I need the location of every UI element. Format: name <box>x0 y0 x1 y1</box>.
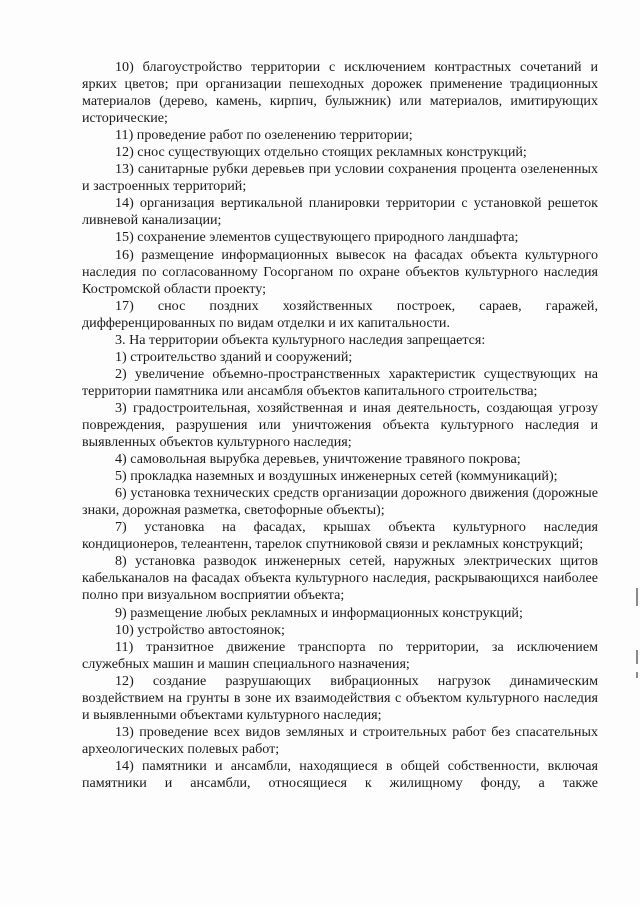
paragraph-item-10-landscaping: 10) благоустройство территории с исключением контрастных сочетаний и ярких цветов; при организации пешеходных дорожек применение традиционных материалов (дерево, камень, кирпич, булыжник) или материалов, имитирующих исторические; <box>82 59 598 127</box>
scan-edge-mark <box>636 672 638 678</box>
prohibited-item-2: 2) увеличение объемно-пространственных характеристик существующих на территории памятника или ансамбля объектов капитального строительства; <box>82 365 598 399</box>
paragraph-item-11-greening: 11) проведение работ по озеленению территории; <box>115 127 413 144</box>
prohibited-item-10: 10) устройство автостоянок; <box>115 621 285 638</box>
prohibited-item-12: 12) создание разрушающих вибрационных нагрузок динамическим воздействием на грунты в зоне их взаимодействия с объектом культурного наследия и выявленными объектами культурного наследия; <box>82 672 598 723</box>
paragraph-item-17-demolition: 17) снос поздних хозяйственных построек, сараев, гаражей, дифференцированных по видам отделки и их капитальности. <box>82 297 598 331</box>
paragraph-item-15-landscape: 15) сохранение элементов существующего природного ландшафта; <box>115 229 519 246</box>
prohibited-item-5: 5) прокладка наземных и воздушных инженерных сетей (коммуникаций); <box>115 468 558 485</box>
prohibited-item-4: 4) самовольная вырубка деревьев, уничтожение травяного покрова; <box>115 451 521 468</box>
prohibited-item-8: 8) установка разводок инженерных сетей, наружных электрических щитов кабельканалов на фасадах объекта культурного наследия, раскрывающихся наиболее полно при визуальном восприятии объекта; <box>82 553 598 604</box>
prohibited-item-3: 3) градостроительная, хозяйственная и иная деятельность, создающая угрозу повреждения, разрушения или уничтожения объекта культурного наследия и выявленных объектов культурного наследия; <box>82 399 598 451</box>
prohibited-item-7: 7) установка на фасадах, крышах объекта культурного наследия кондиционеров, телеантенн, тарелок спутниковой связи и рекламных конструкций; <box>82 519 598 553</box>
prohibited-item-13: 13) проведение всех видов земляных и строительных работ без спасательных археологических полевых работ; <box>82 723 598 757</box>
prohibited-item-6: 6) установка технических средств организации дорожного движения (дорожные знаки, дорожная разметка, светофорные объекты); <box>82 485 598 519</box>
paragraph-item-12-ad-removal: 12) снос существующих отдельно стоящих рекламных конструкций; <box>115 144 527 161</box>
scan-edge-mark <box>636 650 638 664</box>
scan-edge-mark <box>636 588 638 606</box>
paragraph-item-16-signage: 16) размещение информационных вывесок на фасадах объекта культурного наследия по согласованному Госорганом по охране объектов культурного наследия Костромской области проекту; <box>82 246 598 297</box>
prohibited-item-1: 1) строительство зданий и сооружений; <box>115 348 353 365</box>
prohibited-item-9: 9) размещение любых рекламных и информационных конструкций; <box>115 604 523 621</box>
prohibited-item-14: 14) памятники и ансамбли, находящиеся в общей собственности, включая памятники и ансамбли, относящиеся к жилищному фонду, а также <box>82 757 598 791</box>
prohibited-item-11: 11) транзитное движение транспорта по территории, за исключением служебных машин и машин специального назначения; <box>82 638 598 672</box>
paragraph-item-14-vertical-planning: 14) организация вертикальной планировки территории с установкой решеток ливневой канализации; <box>82 195 598 229</box>
paragraph-item-13-sanitary-felling: 13) санитарные рубки деревьев при условии сохранения процента озелененных и застроенных территорий; <box>82 161 598 195</box>
section-3-heading: 3. На территории объекта культурного наследия запрещается: <box>115 331 486 348</box>
document-body <box>82 59 598 792</box>
